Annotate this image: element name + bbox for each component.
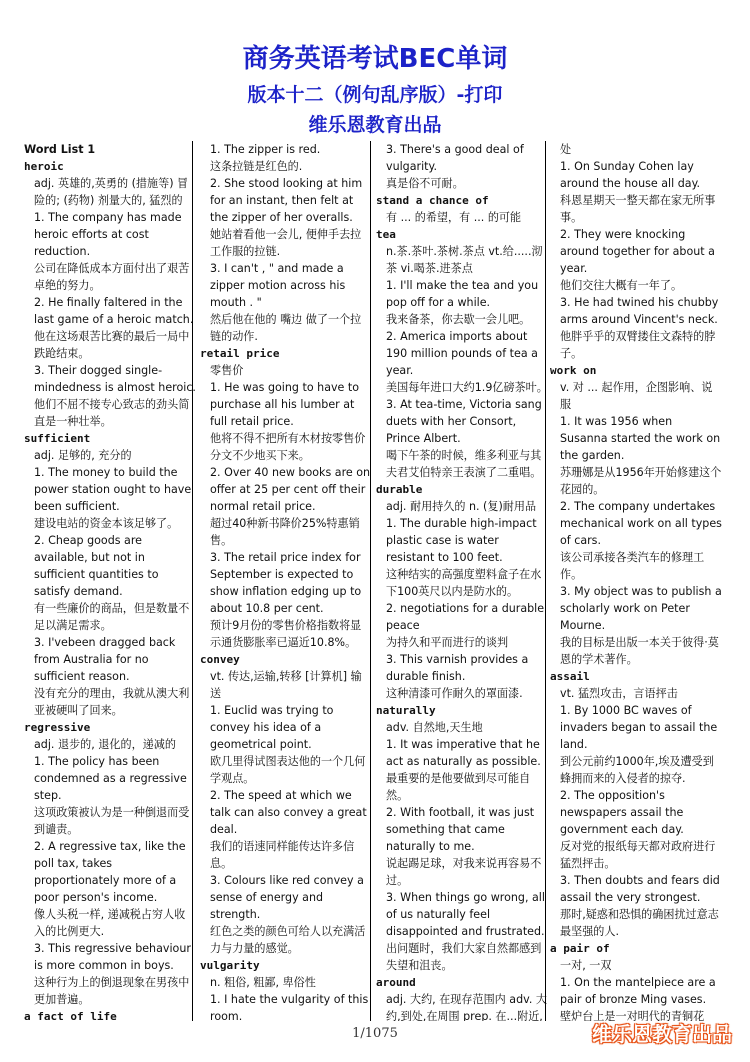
entry-line: 3. Colours like red convey a sense of energy and strength. — [210, 874, 364, 921]
headword: vulgarity — [200, 959, 260, 972]
entry-line: 最重要的是他要做到尽可能自然。 — [386, 772, 531, 802]
entry-line: 3. Then doubts and fears did assail the very strongest. — [560, 874, 720, 904]
publisher-line: 维乐恩教育出品 — [308, 114, 442, 136]
entry-line: 他胖乎乎的双臂搂住文森特的脖子。 — [560, 330, 716, 360]
entry-line: 1. The policy has been condemned as a regressive step. — [34, 755, 187, 802]
entry-line: 1. He was going to have to purchase all his lumber at full retail price. — [210, 381, 360, 428]
entry-line: 1. I'll make the tea and you pop off for a while. — [386, 279, 539, 309]
entry-line: 3. Their dogged single-mindedness is almost heroic. — [34, 364, 196, 394]
entry-line: 1. The money to build the power station ought to have been sufficient. — [34, 466, 192, 513]
entry-line: 说起踢足球，对我来说再容易不过。 — [386, 857, 542, 887]
entry-line: 3. At tea-time, Victoria sang duets with her Consort, Prince Albert. — [386, 398, 542, 445]
column-2 — [200, 141, 372, 1021]
headword: retail price — [200, 347, 280, 360]
headword: stand a chance of — [376, 194, 489, 207]
headword: naturally — [376, 704, 436, 717]
page-number: 1/1075 — [352, 1026, 398, 1041]
entry-line: 她站着看他一会儿, 便伸手去拉工作服的拉链. — [210, 228, 362, 258]
entry-line: 2. He finally faltered in the last game of a heroic match. — [34, 296, 194, 326]
headword: work on — [550, 364, 597, 377]
entry-line: vt. 传达,运输,转移 [计算机] 输送 — [210, 670, 362, 700]
entry-line: 2. Cheap goods are available, but not in sufficient quantities to satisfy demand. — [34, 534, 159, 598]
document-title: 商务英语考试BEC单词 — [242, 44, 508, 74]
entry-line: adj. 英雄的,英勇的 (措施等) 冒险的; (药物) 剂量大的, 猛烈的 — [34, 177, 189, 207]
headword: sufficient — [24, 432, 91, 445]
entry-line: 预计9月份的零售价格指数将显示通货膨胀率已逼近10.8%。 — [210, 619, 362, 649]
entry-line: 这条拉链是红色的. — [210, 160, 303, 173]
entry-line: 一对, 一双 — [560, 959, 612, 972]
entry-line: 这种行为上的倒退现象在男孩中更加普遍。 — [34, 976, 190, 1006]
entry-line: 科恩星期天一整天都在家无所事事。 — [560, 194, 716, 224]
entry-line: 这种清漆可作耐久的罩面漆. — [386, 687, 523, 700]
entry-line: 那时,疑惑和恐惧的确困扰过意志最坚强的人. — [560, 908, 719, 938]
entry-line: 我的目标是出版一本关于彼得·莫恩的学术著作。 — [560, 636, 719, 666]
entry-line: 苏珊娜是从1956年开始修建这个花园的。 — [560, 466, 722, 496]
headword: heroic — [24, 160, 64, 173]
publisher-watermark: 维乐恩教育出品 — [592, 1022, 732, 1046]
entry-line: 壁炉台上是一对明代的青铜花 — [560, 1010, 705, 1021]
entry-line: 处 — [560, 143, 572, 156]
entry-line: 3. My object was to publish a scholarly work on Peter Mourne. — [560, 585, 722, 632]
entry-line: 3. I'vebeen dragged back from Australia for no sufficient reason. — [34, 636, 176, 683]
entry-line: 1. The company has made heroic efforts at cost reduction. — [34, 211, 182, 258]
entry-line: 2. The opposition's newspapers assail the government each day. — [560, 789, 684, 836]
entry-line: 喝下午茶的时候，维多利亚与其夫君艾伯特亲王表演了二重唱。 — [386, 449, 542, 479]
entry-line: 2. The company undertakes mechanical work on all types of cars. — [560, 500, 722, 547]
headword: durable — [376, 483, 423, 496]
headword: tea — [376, 228, 396, 241]
entry-line: vt. 猛烈攻击，言语抨击 — [560, 687, 678, 700]
entry-line: 建设电站的资金本该足够了。 — [34, 517, 179, 530]
entry-line: adj. 退步的, 退化的，递减的 — [34, 738, 176, 751]
column-1 — [24, 141, 196, 1021]
entry-line: 美国每年进口大约1.9亿磅茶叶。 — [386, 381, 548, 394]
word-list-heading: Word List 1 — [24, 143, 96, 156]
entry-line: 然后他在他的 嘴边 做了一个拉链的动作. — [210, 313, 362, 343]
entry-line: 反对党的报纸每天都对政府进行猛烈抨击。 — [560, 840, 716, 870]
entry-line: 3. The retail price index for September is expected to show inflation edging up to about 10.8 per cent. — [210, 551, 362, 615]
entry-line: 1. On Sunday Cohen lay around the house all day. — [560, 160, 701, 190]
entry-line: 3. He had twined his chubby arms around Vincent's neck. — [560, 296, 719, 326]
entry-line: 3. This regressive behaviour is more common in boys. — [34, 942, 191, 972]
entry-line: 超过40种新书降价25%特惠销售。 — [210, 517, 360, 547]
entry-line: 2. With football, it was just something that came naturally to me. — [386, 806, 535, 853]
entry-line: n. 粗俗, 粗鄙, 卑俗性 — [210, 976, 316, 989]
entry-line: 他在这场艰苦比赛的最后一局中跌跄结束。 — [34, 330, 190, 360]
entry-line: 到公元前约1000年,埃及遭受到蜂拥而来的入侵者的掠夺. — [560, 755, 714, 785]
entry-line: adj. 足够的, 充分的 — [34, 449, 132, 462]
column-divider — [192, 141, 193, 1021]
entry-line: 1. Euclid was trying to convey his idea of a geometrical point. — [210, 704, 334, 751]
entry-line: 有一些廉价的商品，但是数量不足以满足需求。 — [34, 602, 190, 632]
entry-line: 1. I hate the vulgarity of this room. — [210, 993, 369, 1021]
entry-line: adv. 自然地,天生地 — [386, 721, 483, 734]
entry-line: 我们的语速同样能传达许多信息。 — [210, 840, 355, 870]
entry-line: v. 对 ... 起作用，企图影响、说服 — [560, 381, 713, 411]
entry-line: 真是俗不可耐。 — [386, 177, 464, 190]
entry-line: 出问题时，我们大家自然都感到失望和沮丧。 — [386, 942, 542, 972]
entry-line: 公司在降低成本方面付出了艰苦卓绝的努力。 — [34, 262, 190, 292]
entry-line: 我来备茶，你去歇一会儿吧。 — [386, 313, 531, 326]
entry-line: 2. A regressive tax, like the poll tax, takes proportionately more of a poor person's income. — [34, 840, 186, 904]
entry-line: 1. The zipper is red. — [210, 143, 321, 156]
entry-line: 他们交往大概有一年了。 — [560, 279, 683, 292]
entry-line: 1. By 1000 BC waves of invaders began to assail the land. — [560, 704, 718, 751]
entry-line: adj. 耐用持久的 n. (复)耐用品 — [386, 500, 537, 513]
entry-line: 3. This varnish provides a durable finish. — [386, 653, 529, 683]
entry-line: 1. The durable high-impact plastic case is water resistant to 100 feet. — [386, 517, 537, 564]
entry-line: 3. There's a good deal of vulgarity. — [386, 143, 524, 173]
entry-line: 1. On the mantelpiece are a pair of bronze Ming vases. — [560, 976, 716, 1006]
headword: a pair of — [550, 942, 610, 955]
entry-line: 该公司承接各类汽车的修理工作。 — [560, 551, 705, 581]
column-3 — [376, 141, 548, 1021]
entry-line: 2. They were knocking around together for about a year. — [560, 228, 715, 275]
entry-line: 2. America imports about 190 million pounds of tea a year. — [386, 330, 538, 377]
headword: convey — [200, 653, 240, 666]
entry-line: 为持久和平而进行的谈判 — [386, 636, 509, 649]
entry-line: 这种结实的高强度塑料盒子在水下100英尺以内是防水的。 — [386, 568, 542, 598]
entry-line: adj. 大约, 在现存范围内 adv. 大约,到处,在周围 prep. 在...附近, — [386, 993, 547, 1021]
entry-line: 他们不屈不接专心致志的劲头简直是一种壮举。 — [34, 398, 190, 428]
entry-line: 2. Over 40 new books are on offer at 25 per cent off their normal retail price. — [210, 466, 371, 513]
entry-line: 2. negotiations for a durable peace — [386, 602, 545, 632]
document-subtitle: 版本十二（例句乱序版）-打印 — [247, 84, 503, 106]
entry-line: n.茶.茶叶.茶树.茶点 vt.给.....沏茶 vi.喝茶.进茶点 — [386, 245, 543, 275]
entry-line: 这项政策被认为是一种倒退而受到谴责。 — [34, 806, 190, 836]
headword: a fact of life — [24, 1010, 117, 1021]
entry-line: 3. When things go wrong, all of us naturally feel disappointed and frustrated. — [386, 891, 545, 938]
word-list-columns — [24, 141, 724, 1021]
entry-line: 1. It was 1956 when Susanna started the work on the garden. — [560, 415, 721, 462]
column-divider — [545, 141, 546, 1021]
entry-line: 有 ... 的希望，有 ... 的可能 — [386, 211, 522, 224]
entry-line: 他将不得不把所有木材按零售价分文不少地买下来。 — [210, 432, 366, 462]
column-4 — [550, 141, 722, 1021]
entry-line: 红色之类的颜色可给人以充满活力与力量的感觉。 — [210, 925, 366, 955]
entry-line: 3. I can't , " and made a zipper motion across his mouth . " — [210, 262, 346, 309]
entry-line: 欧几里得试图表达他的一个几何学观点。 — [210, 755, 366, 785]
entry-line: 1. It was imperative that he act as naturally as possible. — [386, 738, 541, 768]
column-divider — [370, 141, 371, 1021]
entry-line: 没有充分的理由，我就从澳大利亚被硬叫了回来。 — [34, 687, 190, 717]
headword: around — [376, 976, 416, 989]
headword: assail — [550, 670, 590, 683]
headword: regressive — [24, 721, 91, 734]
entry-line: 2. The speed at which we talk can also convey a great deal. — [210, 789, 367, 836]
entry-line: 像人头税一样, 递减税占穷人收入的比例更大. — [34, 908, 186, 938]
entry-line: 零售价 — [210, 364, 244, 377]
document-header — [0, 42, 750, 140]
entry-line: 2. She stood looking at him for an instant, then felt at the zipper of her overalls. — [210, 177, 363, 224]
